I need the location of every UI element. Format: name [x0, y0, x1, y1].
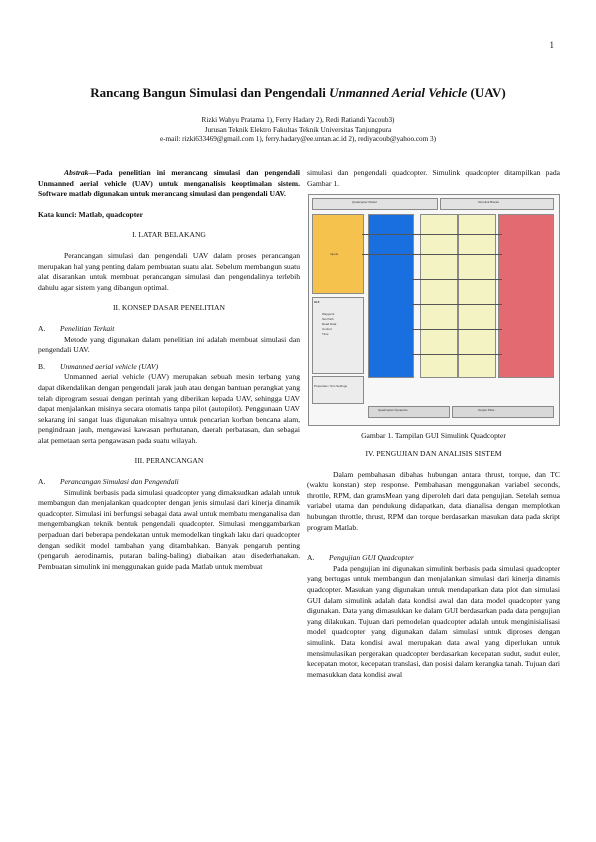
abstract — [38, 168, 300, 200]
section-4-paragraph: Dalam pembahasan dibahas hubungan antara thrust, torque, dan TC (waktu konstan) step response. Pembahasan menggunakan variabel seconds, throttle, RPM, dan gramsMean yang diperoleh dari data pengujian. Setelah semua variabel utama dan pendukung didapatkan, data dianalisa dengan memplotkan hubungan throttle, thrust, RPM dan torque berdasarkan masukan data pada skript program Matlab. — [307, 469, 560, 532]
subsection-number: A. — [38, 477, 46, 487]
title-plain: Rancang Bangun Simulasi dan Pengendali — [90, 85, 326, 100]
subsection-title: Unmanned aerial vehicle (UAV) — [60, 361, 159, 371]
subsection-2b-heading — [38, 362, 300, 373]
signal-line — [412, 279, 502, 280]
subsection-3a-paragraph: Simulink berbasis pada simulasi quadcopter yang dimaksudkan adalah untuk membangun dan menjalankan quadcopter dengan jenis simulasi dari kinerja dinamik quadcopter. Simulasi ini berfungsi sebagai data awal untuk membatu menganalisa dan mengembangkan teknik bentuk pengendali quadcopter. Simulasi menggambarkan perpaduan dari beberapa pendekatan untuk memodelkan tingkah laku dari quadcopter dengan sedikit model tambahan yang ditambahkan. Banyak pengaruh penting (pengaruh aerodinamis, putaran baling-baling) diabaikan atau disederhanakan. Pembuatan simulink ini menggunakan guide pada Matlab untuk membuat — [38, 487, 300, 571]
figure-caption: Gambar 1. Tampilan GUI Simulink Quadcopter — [361, 431, 506, 440]
top-label-1: Quadcopter Model — [352, 200, 377, 204]
author-names: Rizki Wahyu Pratama 1), Ferry Hadary 2), Redi Ratiandi Yacoub3) — [201, 116, 395, 124]
footer-label-2: Output Plots — [478, 408, 495, 412]
subsection-title: Penelitian Terkait — [60, 323, 115, 333]
abstract-label: Abstrak — [64, 168, 89, 177]
left-label: Inputs — [330, 252, 339, 256]
gui-block — [312, 297, 364, 374]
section-heading-4: IV. PENGUJIAN DAN ANALISIS SISTEM — [365, 449, 502, 458]
title-italic: Unmanned Aerial Vehicle — [329, 85, 468, 100]
section-heading-1: I. LATAR BELAKANG — [132, 230, 206, 240]
left-column — [38, 168, 300, 572]
signal-line — [412, 329, 502, 330]
section-1-paragraph: Perancangan simulasi dan pengendali UAV dalam proses perancangan merupakan hal yang penting dalam pembuatan suatu alat. Sebelum membangun suatu alat disarankan untuk membuat perancangan simulasi dan pengendalinya terlebih dahulu agar sistem yang dibangun optimal. — [38, 250, 300, 292]
properties-block — [312, 376, 364, 404]
author-block — [0, 116, 596, 145]
subsection-2a-paragraph: Metode yang digunakan dalam penelitian ini adalah membuat simulasi dan pengendali UAV. — [38, 334, 300, 355]
section-heading-3: III. PERANCANGAN — [134, 456, 204, 466]
gui-info: Waypoint Set Path Read Data Control Time — [322, 312, 337, 336]
section-heading-2: II. KONSEP DASAR PENELITIAN — [113, 303, 225, 313]
author-affiliation: Jurusan Teknik Elektro Fakultas Teknik Universitas Tanjungpura — [204, 125, 392, 134]
bottom-label: Properties / Sim Settings — [314, 384, 348, 388]
blue-controller-block — [368, 214, 414, 378]
subsection-title: Pengujian GUI Quadcopter — [329, 553, 414, 563]
paper-title — [0, 85, 596, 101]
right-column-intro — [307, 168, 560, 189]
gui-label: GUI — [314, 300, 320, 304]
subsection-2a-heading — [38, 324, 300, 335]
subsection-number: A. — [307, 553, 315, 563]
right-column-body — [307, 449, 560, 680]
subsection-3a-heading — [38, 477, 300, 488]
subsection-number: B. — [38, 361, 45, 371]
subsection-2b-paragraph: Unmanned aerial vehicle (UAV) merupakan sebuah mesin terbang yang dapat dikendalikan dengan pengendali jarak jauh atau dengan bantuan perangkat yang telah diprogram sesuai dengan perintah yang diberikan kepada UAV, sehingga UAV dapat menjalankan misinya secara otomatis tanpa pilot (autopilot). Penggunaan UAV sekarang ini sangat luas digunakan misalnya untuk pencarian korban bencana alam, pengindraan jauh, mengawasi kawasan perhutanan, daerah perbatasan, dan sebagai alat pemetaan serta pengawasan pada suatu wilayah. — [38, 372, 300, 445]
top-label-2: Simulink Blocks — [478, 200, 500, 204]
subsection-number: A. — [38, 323, 46, 333]
footer-bar-right — [452, 406, 554, 418]
red-plot-block — [498, 214, 554, 378]
subsection-4a-paragraph: Pada pengujian ini digunakan simulink berbasis pada simulasi quadcopter yang bertugas untuk membangun dan menjalankan simulasi dari kinerja dinamis quadcopter. Masukan yang digunakan untuk mendapatkan data plot dan simulasi GUI dalam simulink adalah data kondisi awal dan data model quadcopter yang digunakan. Data yang dimasukkan ke dalam GUI berdasarkan pada data pengujian yang dilakukan. Tujuan dari pemodelan quadcopter adalah untuk menginisialisasi model quadcopter yang digunakan dalam simulasi untuk diproses dengan simulink. Data kondisi awal merupakan data awal yang diperlukan untuk mensimulasikan pergerakan quadcopter berdasarkan kecepatan sudut, sudut euler, kecepatan motor, kecepatan translasi, dan posisi dalam kerangka tanah. Tujuan dari memasukkan data kondisi awal — [307, 563, 560, 679]
subsection-title: Perancangan Simulasi dan Pengendali — [60, 477, 179, 487]
abstract-text: —Pada penelitian ini merancang simulasi dan pengendali Unmanned aerial vehicle (UAV) untuk menganalisis keoptimalan sistem. Software matlab digunakan untuk merancang simulasi dan pengendali UAV. — [38, 168, 300, 199]
signal-line — [362, 234, 502, 235]
title-end: (UAV) — [470, 85, 506, 100]
author-emails: e-mail: rizki633469@gmail.com 1), ferry.hadary@ee.untan.ac.id 2), rediyacoub@yahoo.com 3) — [159, 135, 437, 143]
signal-line — [412, 354, 502, 355]
simulink-figure — [308, 194, 560, 426]
footer-label-1: Quadcopter Dynamics — [378, 408, 408, 412]
signal-line — [412, 304, 502, 305]
subsection-4a-heading — [307, 553, 560, 564]
figure-intro-paragraph: simulasi dan pengendali quadcopter. Simulink quadcopter ditampilkan pada Gambar 1. — [307, 168, 560, 188]
page-number: 1 — [549, 40, 554, 50]
signal-line — [362, 254, 502, 255]
keywords: Kata kunci: Matlab, quadcopter — [38, 209, 144, 219]
